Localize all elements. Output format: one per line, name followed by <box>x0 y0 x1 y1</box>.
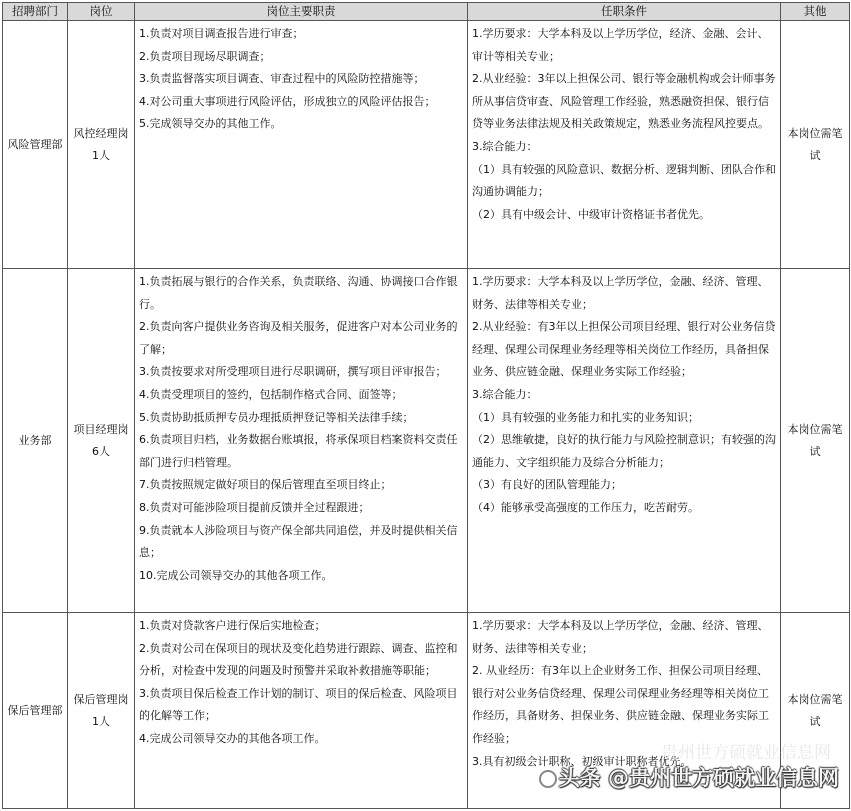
requirement-item: 3.综合能力： <box>472 387 538 401</box>
requirement-item: 3.具有初级会计职称、初级审计职称者优先。 <box>472 754 692 768</box>
duty-item: 8.负责对可能涉险项目提前反馈并全过程跟进； <box>139 500 370 514</box>
requirement-item: （1）具有较强的风险意识、数据分析、逻辑判断、团队合作和沟通协调能力； <box>472 162 776 199</box>
requirement-item: 2.从业经验：3年以上担保公司、银行等金融机构或会计师事务所从事信贷审查、风险管理工作经验，熟悉融资担保、银行信贷等业务法律法规及相关政策规定，熟悉业务流程风控要点。 <box>472 72 776 131</box>
recruitment-table <box>2 2 850 809</box>
requirements-cell <box>468 21 781 269</box>
table-row <box>3 21 850 269</box>
duty-item: 4.对公司重大事项进行风险评估，形成独立的风险评估报告； <box>139 94 436 108</box>
duty-item: 2.负责项目现场尽职调查； <box>139 49 271 63</box>
dept-cell: 风险管理部 <box>3 21 68 269</box>
duty-item: 6.负责项目归档，业务数据台账填报，将承保项目档案资料交责任部门进行归档管理。 <box>139 433 458 469</box>
dept-cell: 业务部 <box>3 269 68 613</box>
dept-cell: 保后管理部 <box>3 613 68 809</box>
duty-item: 3.负责项目保后检查工作计划的制订、项目的保后检查、风险项目的化解等工作； <box>139 686 458 723</box>
toutiao-logo-icon <box>539 770 557 788</box>
requirement-item: （2）思维敏捷，良好的执行能力与风险控制意识；有较强的沟通能力、文字组织能力及综合分析能力； <box>472 433 776 469</box>
duties-cell <box>135 21 468 269</box>
header-other: 其他 <box>781 3 850 21</box>
duties-cell <box>135 269 468 613</box>
duty-item: 2.负责对公司在保项目的现状及变化趋势进行跟踪、调查、监控和分析，对检查中发现的问题及时预警并采取补救措施等职能； <box>139 641 458 678</box>
duty-item: 4.完成公司领导交办的其他各项工作。 <box>139 731 326 745</box>
watermark-ghost-text: 贵州世方硕就业信息网 <box>661 743 831 763</box>
duty-item: 3.负责按要求对所受理项目进行尽职调研，撰写项目评审报告； <box>139 365 447 379</box>
duty-item: 4.负责受理项目的签约，包括制作格式合同、面签等； <box>139 387 403 401</box>
header-position: 岗位 <box>68 3 135 21</box>
duty-item: 9.负责就本人涉险项目与资产保全部共同追偿，并及时提供相关信息； <box>139 523 458 560</box>
position-cell: 风控经理岗1人 <box>68 21 135 269</box>
duty-item: 5.完成领导交办的其他工作。 <box>139 117 282 131</box>
other-cell: 本岗位需笔试 <box>781 613 850 809</box>
requirement-item: 1.学历要求：大学本科及以上学历学位，经济、金融、会计、审计等相关专业； <box>472 27 769 63</box>
duty-item: 2.负责向客户提供业务咨询及相关服务，促进客户对本公司业务的了解； <box>139 320 458 356</box>
requirement-item: （4）能够承受高强度的工作压力，吃苦耐劳。 <box>472 500 699 514</box>
requirement-item: （3）有良好的团队管理能力； <box>472 478 622 492</box>
table-row <box>3 269 850 613</box>
other-cell: 本岗位需笔试 <box>781 269 850 613</box>
header-dept: 招聘部门 <box>3 3 68 21</box>
duty-item: 1.负责拓展与银行的合作关系，负责联络、沟通、协调接口合作银行。 <box>139 275 458 311</box>
requirement-item: （1）具有较强的业务能力和扎实的业务知识； <box>472 410 699 424</box>
duty-item: 3.负责监督落实项目调查、审查过程中的风险防控措施等； <box>139 72 425 86</box>
requirement-item: 3.综合能力： <box>472 139 538 153</box>
requirements-cell <box>468 269 781 613</box>
duty-item: 7.负责按照规定做好项目的保后管理直至项目终止； <box>139 478 392 492</box>
watermark-text: 头条 @贵州世方硕就业信息网 <box>558 766 839 790</box>
requirement-item: 2. 从业经历：有3年以上企业财务工作、担保公司项目经理、银行对公业务信贷经理、保理公司保理业务经理等相关岗位工作经历，具备财务、担保业务、供应链金融、保理业务实际工作经验； <box>472 664 769 745</box>
requirement-item: （2）具有中级会计、中级审计资格证书者优先。 <box>472 207 710 221</box>
duty-item: 1.负责对项目调查报告进行审查； <box>139 27 304 40</box>
position-cell: 保后管理岗1人 <box>68 613 135 809</box>
duties-cell <box>135 613 468 809</box>
header-requirements: 任职条件 <box>468 3 781 21</box>
duty-item: 10.完成公司领导交办的其他各项工作。 <box>139 568 333 582</box>
requirement-item: 1.学历要求：大学本科及以上学历学位，金融、经济、管理、财务、法律等相关专业； <box>472 275 769 311</box>
other-cell: 本岗位需笔试 <box>781 21 850 269</box>
requirement-item: 1.学历要求：大学本科及以上学历学位，金融、经济、管理、财务、法律等相关专业； <box>472 619 769 655</box>
requirement-item: 2.从业经验：有3年以上担保公司项目经理、银行对公业务信贷经理、保理公司保理业务经理等相关岗位工作经历，具备担保业务、供应链金融、保理业务实际工作经验； <box>472 320 776 379</box>
header-row <box>3 3 850 21</box>
watermark <box>539 762 839 792</box>
header-duties: 岗位主要职责 <box>135 3 468 21</box>
position-cell: 项目经理岗6人 <box>68 269 135 613</box>
duty-item: 5.负责协助抵质押专员办理抵质押登记等相关法律手续； <box>139 410 414 424</box>
duty-item: 1.负责对贷款客户进行保后实地检查； <box>139 619 326 632</box>
